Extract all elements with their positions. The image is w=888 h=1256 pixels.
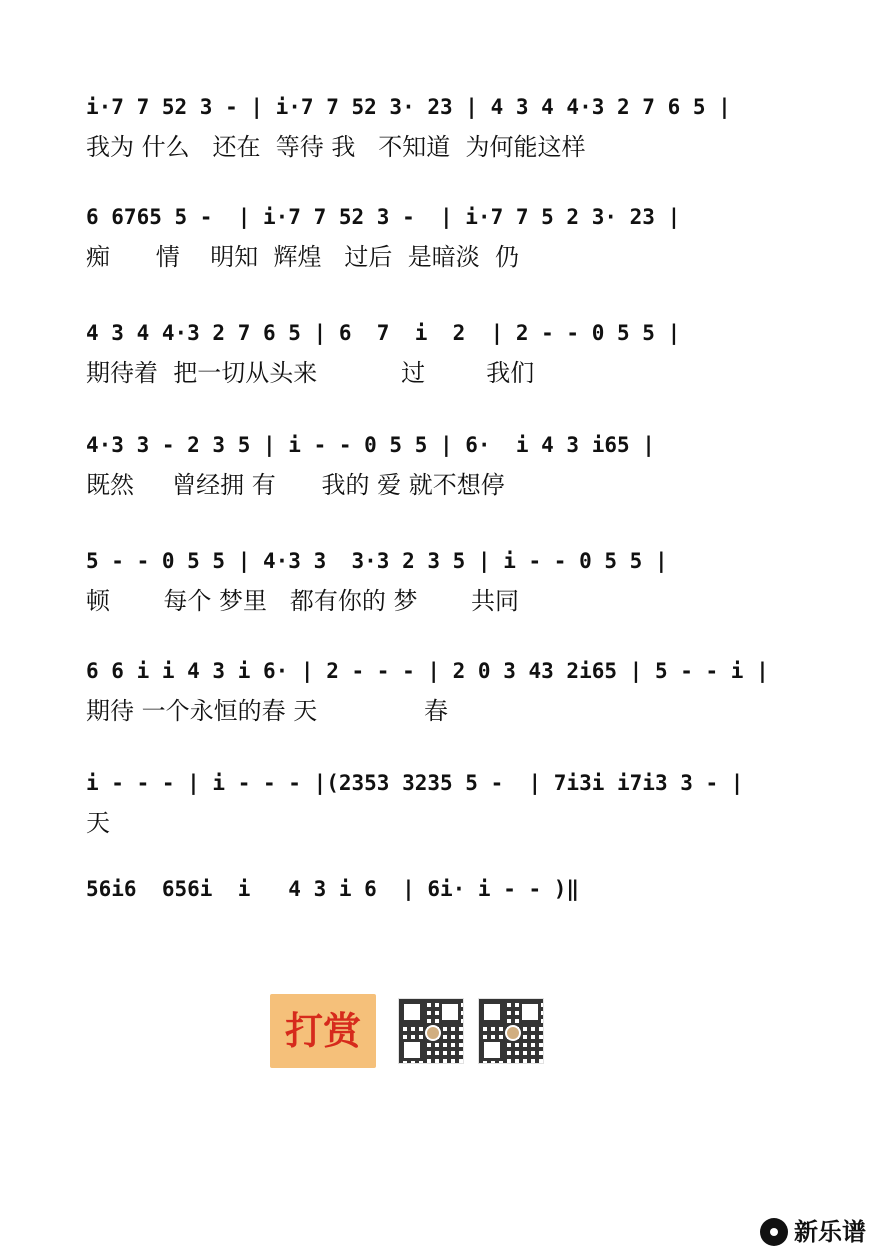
notation-line: 5 - - 0 5 5 | 4·3 3 3·3 2 3 5 | i - - 0 5 5 | [86, 549, 668, 573]
lyrics-line: 期待着 把一切从头来 过 我们 [86, 359, 535, 387]
lyrics-line: 期待 一个永恒的春 天 春 [86, 697, 449, 725]
lyrics-line: 顿 每个 梦里 都有你的 梦 共同 [86, 587, 519, 615]
notation-line: 4·3 3 - 2 3 5 | i - - 0 5 5 | 6· i 4 3 i65 | [86, 433, 655, 457]
notation-line: 6 6 i i 4 3 i 6· | 2 - - - | 2 0 3 43 2i65 | 5 - - i | [86, 659, 769, 683]
notation-line: 6 6765 5 - | i·7 7 52 3 - | i·7 7 5 2 3· 23 | [86, 205, 681, 229]
vinyl-disc-icon [760, 1218, 788, 1246]
notation-line: 4 3 4 4·3 2 7 6 5 | 6 7 i 2 | 2 - - 0 5 5 | [86, 321, 681, 345]
brand-name: 新乐谱 [794, 1218, 866, 1246]
notation-line: i - - - | i - - - |(2353 3235 5 - | 7i3i i7i3 3 - | [86, 771, 744, 795]
lyrics-line [86, 912, 812, 946]
lyrics-line: 我为 什么 还在 等待 我 不知道 为何能这样 [86, 133, 586, 161]
notation-line: 56i6 656i i 4 3 i 6 | 6i· i - - )‖ [86, 877, 580, 901]
alipay-qr-code [478, 998, 544, 1064]
tip-button[interactable] [270, 994, 376, 1068]
lyrics-line: 天 [86, 809, 110, 837]
notation-line: i·7 7 52 3 - | i·7 7 52 3· 23 | 4 3 4 4·3 2 7 6 5 | [86, 95, 731, 119]
tip-label: 打赏 [284, 1009, 361, 1053]
wechat-qr-code [398, 998, 464, 1064]
lyrics-line: 既然 曾经拥 有 我的 爱 就不想停 [86, 471, 505, 499]
lyrics-line: 痴 情 明知 辉煌 过后 是暗淡 仍 [86, 243, 519, 271]
qr-logo-icon [505, 1025, 521, 1041]
brand-logo [760, 1212, 880, 1252]
qr-logo-icon [425, 1025, 441, 1041]
